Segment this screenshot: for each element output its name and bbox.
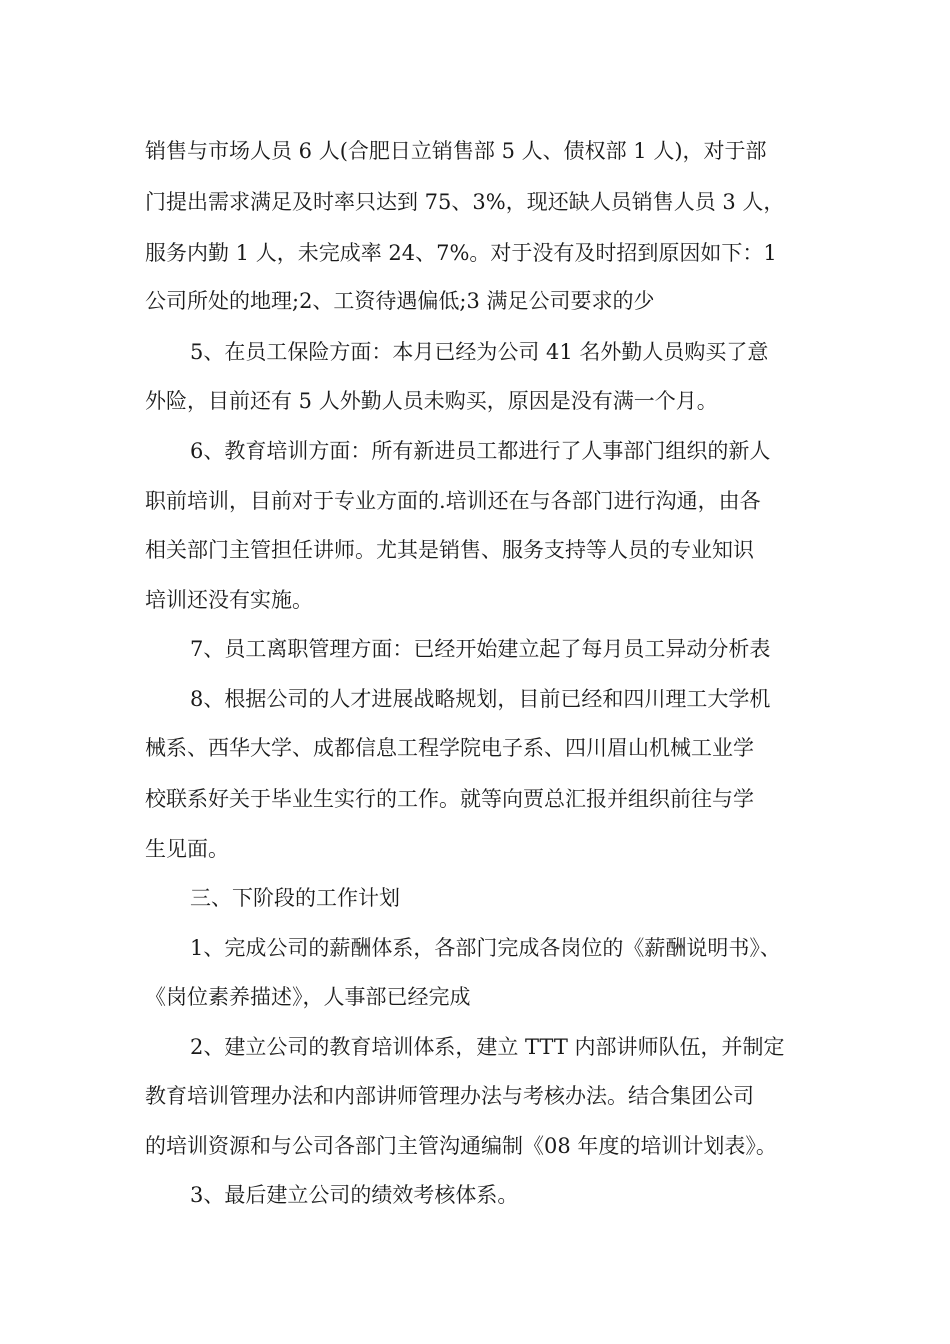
paragraph-first-line: 7、员工离职管理方面：已经开始建立起了每月员工异动分析表 xyxy=(190,637,771,661)
text-line: 《岗位素养描述》，人事部已经完成 xyxy=(145,985,471,1009)
text-line: 销售与市场人员 6 人(合肥日立销售部 5 人、债权部 1 人)，对于部 xyxy=(145,139,767,163)
paragraph-first-line: 5、在员工保险方面：本月已经为公司 41 名外勤人员购买了意 xyxy=(190,340,769,364)
paragraph-first-line: 2、建立公司的教育培训体系，建立 TTT 内部讲师队伍，并制定 xyxy=(190,1035,785,1059)
text-line: 公司所处的地理;2、工资待遇偏低;3 满足公司要求的少 xyxy=(145,289,655,313)
text-line: 教育培训管理办法和内部讲师管理办法与考核办法。结合集团公司 xyxy=(145,1084,754,1108)
text-line: 门提出需求满足及时率只达到 75、3%，现还缺人员销售人员 3 人， xyxy=(145,190,785,214)
text-line: 生见面。 xyxy=(145,837,229,861)
text-line: 相关部门主管担任讲师。尤其是销售、服务支持等人员的专业知识 xyxy=(145,538,754,562)
paragraph-first-line: 1、完成公司的薪酬体系，各部门完成各岗位的《薪酬说明书》、 xyxy=(190,936,781,960)
text-line: 的培训资源和与公司各部门主管沟通编制《08 年度的培训计划表》。 xyxy=(145,1134,777,1158)
paragraph-first-line: 8、根据公司的人才进展战略规划，目前已经和四川理工大学机 xyxy=(190,687,771,711)
text-line: 服务内勤 1 人，未完成率 24、7%。对于没有及时招到原因如下：1 xyxy=(145,241,777,265)
paragraph-first-line: 6、教育培训方面：所有新进员工都进行了人事部门组织的新人 xyxy=(190,439,771,463)
text-line: 械系、西华大学、成都信息工程学院电子系、四川眉山机械工业学 xyxy=(145,736,754,760)
section-heading: 三、下阶段的工作计划 xyxy=(190,886,400,910)
text-line: 校联系好关于毕业生实行的工作。就等向贾总汇报并组织前往与学 xyxy=(145,787,754,811)
text-line: 培训还没有实施。 xyxy=(145,588,313,612)
paragraph-first-line: 3、最后建立公司的绩效考核体系。 xyxy=(190,1183,519,1207)
text-line: 外险，目前还有 5 人外勤人员未购买，原因是没有满一个月。 xyxy=(145,389,718,413)
text-line: 职前培训，目前对于专业方面的.培训还在与各部门进行沟通，由各 xyxy=(145,489,761,513)
